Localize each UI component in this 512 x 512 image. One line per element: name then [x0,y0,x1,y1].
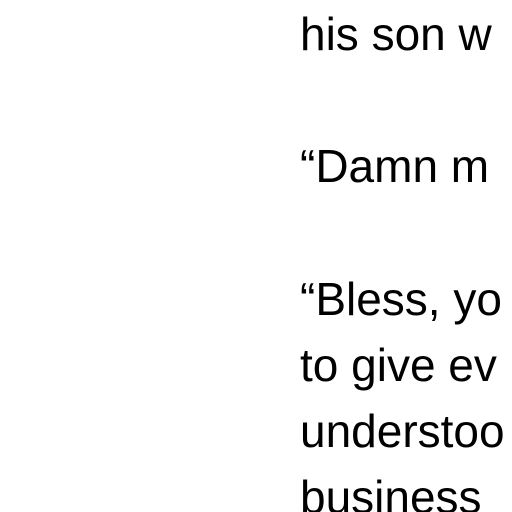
text-column [300,0,512,512]
text-line: to give ev [300,339,497,391]
text-line: business [300,471,482,512]
text-line: “Damn m [300,140,490,192]
text-line: his son w [300,8,492,60]
text-line: understoo [300,405,505,457]
text-line: “Bless, yo [300,273,502,325]
